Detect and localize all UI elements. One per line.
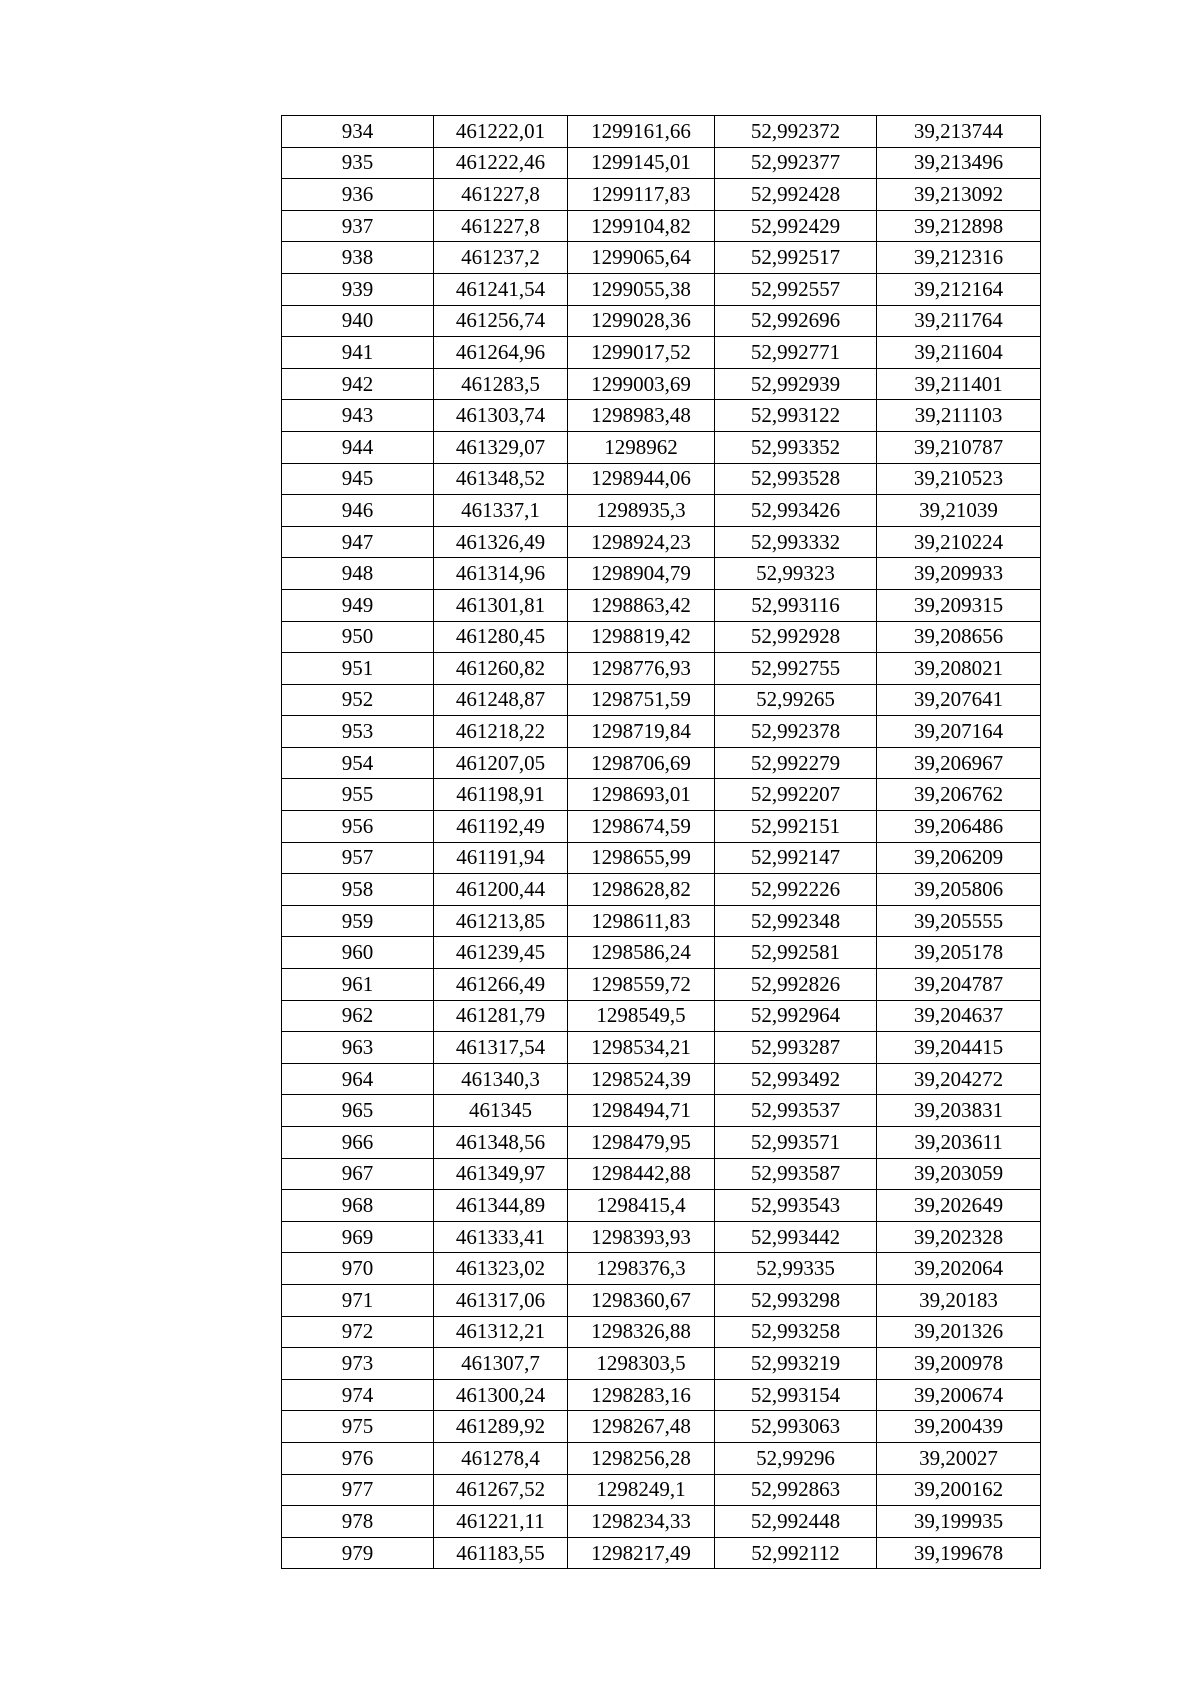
table-row	[282, 1284, 1041, 1316]
point-number-cell: 934	[282, 116, 434, 148]
table-row	[282, 1253, 1041, 1285]
table-row	[282, 811, 1041, 843]
table-row	[282, 368, 1041, 400]
point-number-cell: 973	[282, 1348, 434, 1380]
point-number-cell: 966	[282, 1127, 434, 1159]
table-row	[282, 716, 1041, 748]
point-number-cell: 955	[282, 779, 434, 811]
y-coordinate-cell: 1298924,23	[568, 526, 715, 558]
table-row	[282, 1537, 1041, 1569]
table-row	[282, 747, 1041, 779]
x-coordinate-cell: 461267,52	[434, 1474, 568, 1506]
latitude-cell: 52,992863	[715, 1474, 877, 1506]
y-coordinate-cell: 1298549,5	[568, 1000, 715, 1032]
point-number-cell: 977	[282, 1474, 434, 1506]
table-row	[282, 179, 1041, 211]
latitude-cell: 52,992151	[715, 811, 877, 843]
y-coordinate-cell: 1298674,59	[568, 811, 715, 843]
table-row	[282, 1158, 1041, 1190]
latitude-cell: 52,992964	[715, 1000, 877, 1032]
x-coordinate-cell: 461191,94	[434, 842, 568, 874]
longitude-cell: 39,210224	[877, 526, 1041, 558]
point-number-cell: 937	[282, 210, 434, 242]
table-row	[282, 1348, 1041, 1380]
x-coordinate-cell: 461248,87	[434, 684, 568, 716]
x-coordinate-cell: 461221,11	[434, 1506, 568, 1538]
longitude-cell: 39,202649	[877, 1190, 1041, 1222]
point-number-cell: 948	[282, 558, 434, 590]
point-number-cell: 947	[282, 526, 434, 558]
latitude-cell: 52,993116	[715, 589, 877, 621]
longitude-cell: 39,213092	[877, 179, 1041, 211]
point-number-cell: 976	[282, 1442, 434, 1474]
x-coordinate-cell: 461222,01	[434, 116, 568, 148]
x-coordinate-cell: 461289,92	[434, 1411, 568, 1443]
y-coordinate-cell: 1298706,69	[568, 747, 715, 779]
x-coordinate-cell: 461183,55	[434, 1537, 568, 1569]
point-number-cell: 963	[282, 1032, 434, 1064]
x-coordinate-cell: 461218,22	[434, 716, 568, 748]
point-number-cell: 946	[282, 495, 434, 527]
x-coordinate-cell: 461241,54	[434, 273, 568, 305]
table-row	[282, 937, 1041, 969]
table-row	[282, 842, 1041, 874]
y-coordinate-cell: 1298819,42	[568, 621, 715, 653]
longitude-cell: 39,204787	[877, 969, 1041, 1001]
longitude-cell: 39,208021	[877, 653, 1041, 685]
y-coordinate-cell: 1298283,16	[568, 1379, 715, 1411]
longitude-cell: 39,212164	[877, 273, 1041, 305]
x-coordinate-cell: 461337,1	[434, 495, 568, 527]
latitude-cell: 52,992939	[715, 368, 877, 400]
x-coordinate-cell: 461281,79	[434, 1000, 568, 1032]
latitude-cell: 52,993571	[715, 1127, 877, 1159]
point-number-cell: 936	[282, 179, 434, 211]
x-coordinate-cell: 461207,05	[434, 747, 568, 779]
longitude-cell: 39,206762	[877, 779, 1041, 811]
latitude-cell: 52,993543	[715, 1190, 877, 1222]
y-coordinate-cell: 1298534,21	[568, 1032, 715, 1064]
x-coordinate-cell: 461349,97	[434, 1158, 568, 1190]
point-number-cell: 935	[282, 147, 434, 179]
longitude-cell: 39,206486	[877, 811, 1041, 843]
point-number-cell: 954	[282, 747, 434, 779]
y-coordinate-cell: 1299145,01	[568, 147, 715, 179]
point-number-cell: 961	[282, 969, 434, 1001]
longitude-cell: 39,200674	[877, 1379, 1041, 1411]
table-row	[282, 1063, 1041, 1095]
latitude-cell: 52,992348	[715, 905, 877, 937]
table-row	[282, 653, 1041, 685]
x-coordinate-cell: 461307,7	[434, 1348, 568, 1380]
y-coordinate-cell: 1298376,3	[568, 1253, 715, 1285]
longitude-cell: 39,211764	[877, 305, 1041, 337]
point-number-cell: 951	[282, 653, 434, 685]
longitude-cell: 39,212316	[877, 242, 1041, 274]
x-coordinate-cell: 461200,44	[434, 874, 568, 906]
x-coordinate-cell: 461300,24	[434, 1379, 568, 1411]
longitude-cell: 39,209315	[877, 589, 1041, 621]
x-coordinate-cell: 461333,41	[434, 1221, 568, 1253]
latitude-cell: 52,992557	[715, 273, 877, 305]
y-coordinate-cell: 1298944,06	[568, 463, 715, 495]
x-coordinate-cell: 461239,45	[434, 937, 568, 969]
latitude-cell: 52,992928	[715, 621, 877, 653]
y-coordinate-cell: 1298983,48	[568, 400, 715, 432]
table-row	[282, 621, 1041, 653]
table-row	[282, 1316, 1041, 1348]
x-coordinate-cell: 461283,5	[434, 368, 568, 400]
longitude-cell: 39,213744	[877, 116, 1041, 148]
latitude-cell: 52,992517	[715, 242, 877, 274]
y-coordinate-cell: 1298249,1	[568, 1474, 715, 1506]
table-row	[282, 210, 1041, 242]
point-number-cell: 960	[282, 937, 434, 969]
longitude-cell: 39,202328	[877, 1221, 1041, 1253]
latitude-cell: 52,992448	[715, 1506, 877, 1538]
y-coordinate-cell: 1298863,42	[568, 589, 715, 621]
point-number-cell: 964	[282, 1063, 434, 1095]
latitude-cell: 52,99296	[715, 1442, 877, 1474]
y-coordinate-cell: 1298586,24	[568, 937, 715, 969]
point-number-cell: 957	[282, 842, 434, 874]
table-row	[282, 431, 1041, 463]
x-coordinate-cell: 461326,49	[434, 526, 568, 558]
table-row	[282, 463, 1041, 495]
latitude-cell: 52,99335	[715, 1253, 877, 1285]
point-number-cell: 942	[282, 368, 434, 400]
longitude-cell: 39,204272	[877, 1063, 1041, 1095]
point-number-cell: 972	[282, 1316, 434, 1348]
coordinates-table-body	[282, 116, 1041, 1569]
longitude-cell: 39,210523	[877, 463, 1041, 495]
y-coordinate-cell: 1298267,48	[568, 1411, 715, 1443]
longitude-cell: 39,206967	[877, 747, 1041, 779]
table-row	[282, 874, 1041, 906]
table-row	[282, 779, 1041, 811]
longitude-cell: 39,203059	[877, 1158, 1041, 1190]
y-coordinate-cell: 1299104,82	[568, 210, 715, 242]
latitude-cell: 52,993442	[715, 1221, 877, 1253]
x-coordinate-cell: 461278,4	[434, 1442, 568, 1474]
x-coordinate-cell: 461348,56	[434, 1127, 568, 1159]
table-row	[282, 1411, 1041, 1443]
longitude-cell: 39,200162	[877, 1474, 1041, 1506]
x-coordinate-cell: 461317,06	[434, 1284, 568, 1316]
y-coordinate-cell: 1298693,01	[568, 779, 715, 811]
x-coordinate-cell: 461192,49	[434, 811, 568, 843]
y-coordinate-cell: 1298611,83	[568, 905, 715, 937]
latitude-cell: 52,992378	[715, 716, 877, 748]
longitude-cell: 39,210787	[877, 431, 1041, 463]
point-number-cell: 950	[282, 621, 434, 653]
y-coordinate-cell: 1298479,95	[568, 1127, 715, 1159]
longitude-cell: 39,199678	[877, 1537, 1041, 1569]
latitude-cell: 52,99323	[715, 558, 877, 590]
table-row	[282, 558, 1041, 590]
y-coordinate-cell: 1298360,67	[568, 1284, 715, 1316]
latitude-cell: 52,992429	[715, 210, 877, 242]
point-number-cell: 943	[282, 400, 434, 432]
point-number-cell: 969	[282, 1221, 434, 1253]
latitude-cell: 52,993352	[715, 431, 877, 463]
point-number-cell: 940	[282, 305, 434, 337]
longitude-cell: 39,201326	[877, 1316, 1041, 1348]
y-coordinate-cell: 1298393,93	[568, 1221, 715, 1253]
point-number-cell: 978	[282, 1506, 434, 1538]
y-coordinate-cell: 1298935,3	[568, 495, 715, 527]
latitude-cell: 52,993587	[715, 1158, 877, 1190]
table-row	[282, 273, 1041, 305]
latitude-cell: 52,992377	[715, 147, 877, 179]
longitude-cell: 39,200978	[877, 1348, 1041, 1380]
x-coordinate-cell: 461317,54	[434, 1032, 568, 1064]
point-number-cell: 971	[282, 1284, 434, 1316]
y-coordinate-cell: 1298494,71	[568, 1095, 715, 1127]
table-row	[282, 1032, 1041, 1064]
latitude-cell: 52,993122	[715, 400, 877, 432]
latitude-cell: 52,992279	[715, 747, 877, 779]
point-number-cell: 939	[282, 273, 434, 305]
point-number-cell: 938	[282, 242, 434, 274]
latitude-cell: 52,993063	[715, 1411, 877, 1443]
table-row	[282, 1506, 1041, 1538]
table-row	[282, 684, 1041, 716]
point-number-cell: 958	[282, 874, 434, 906]
longitude-cell: 39,204637	[877, 1000, 1041, 1032]
longitude-cell: 39,202064	[877, 1253, 1041, 1285]
y-coordinate-cell: 1298904,79	[568, 558, 715, 590]
table-row	[282, 1474, 1041, 1506]
point-number-cell: 945	[282, 463, 434, 495]
table-row	[282, 589, 1041, 621]
x-coordinate-cell: 461198,91	[434, 779, 568, 811]
longitude-cell: 39,204415	[877, 1032, 1041, 1064]
point-number-cell: 941	[282, 337, 434, 369]
longitude-cell: 39,211401	[877, 368, 1041, 400]
y-coordinate-cell: 1298326,88	[568, 1316, 715, 1348]
y-coordinate-cell: 1298524,39	[568, 1063, 715, 1095]
longitude-cell: 39,207641	[877, 684, 1041, 716]
point-number-cell: 952	[282, 684, 434, 716]
longitude-cell: 39,205806	[877, 874, 1041, 906]
y-coordinate-cell: 1298234,33	[568, 1506, 715, 1538]
table-row	[282, 1442, 1041, 1474]
latitude-cell: 52,993287	[715, 1032, 877, 1064]
y-coordinate-cell: 1299003,69	[568, 368, 715, 400]
latitude-cell: 52,993154	[715, 1379, 877, 1411]
point-number-cell: 968	[282, 1190, 434, 1222]
y-coordinate-cell: 1298256,28	[568, 1442, 715, 1474]
point-number-cell: 979	[282, 1537, 434, 1569]
point-number-cell: 967	[282, 1158, 434, 1190]
y-coordinate-cell: 1298415,4	[568, 1190, 715, 1222]
table-row	[282, 1127, 1041, 1159]
x-coordinate-cell: 461301,81	[434, 589, 568, 621]
latitude-cell: 52,993528	[715, 463, 877, 495]
x-coordinate-cell: 461345	[434, 1095, 568, 1127]
y-coordinate-cell: 1299055,38	[568, 273, 715, 305]
point-number-cell: 962	[282, 1000, 434, 1032]
point-number-cell: 953	[282, 716, 434, 748]
y-coordinate-cell: 1299117,83	[568, 179, 715, 211]
table-row	[282, 1379, 1041, 1411]
longitude-cell: 39,208656	[877, 621, 1041, 653]
longitude-cell: 39,212898	[877, 210, 1041, 242]
table-row	[282, 116, 1041, 148]
latitude-cell: 52,992428	[715, 179, 877, 211]
longitude-cell: 39,20027	[877, 1442, 1041, 1474]
table-row	[282, 242, 1041, 274]
y-coordinate-cell: 1298628,82	[568, 874, 715, 906]
y-coordinate-cell: 1298442,88	[568, 1158, 715, 1190]
y-coordinate-cell: 1298962	[568, 431, 715, 463]
table-row	[282, 337, 1041, 369]
latitude-cell: 52,993298	[715, 1284, 877, 1316]
longitude-cell: 39,203611	[877, 1127, 1041, 1159]
table-row	[282, 147, 1041, 179]
x-coordinate-cell: 461348,52	[434, 463, 568, 495]
table-row	[282, 495, 1041, 527]
table-row	[282, 1000, 1041, 1032]
x-coordinate-cell: 461344,89	[434, 1190, 568, 1222]
latitude-cell: 52,992696	[715, 305, 877, 337]
x-coordinate-cell: 461256,74	[434, 305, 568, 337]
x-coordinate-cell: 461227,8	[434, 179, 568, 211]
point-number-cell: 959	[282, 905, 434, 937]
longitude-cell: 39,20183	[877, 1284, 1041, 1316]
y-coordinate-cell: 1298217,49	[568, 1537, 715, 1569]
table-row	[282, 526, 1041, 558]
y-coordinate-cell: 1298559,72	[568, 969, 715, 1001]
y-coordinate-cell: 1298303,5	[568, 1348, 715, 1380]
longitude-cell: 39,211604	[877, 337, 1041, 369]
x-coordinate-cell: 461329,07	[434, 431, 568, 463]
longitude-cell: 39,21039	[877, 495, 1041, 527]
latitude-cell: 52,992207	[715, 779, 877, 811]
latitude-cell: 52,992771	[715, 337, 877, 369]
latitude-cell: 52,993537	[715, 1095, 877, 1127]
y-coordinate-cell: 1298751,59	[568, 684, 715, 716]
latitude-cell: 52,992826	[715, 969, 877, 1001]
longitude-cell: 39,206209	[877, 842, 1041, 874]
y-coordinate-cell: 1298655,99	[568, 842, 715, 874]
x-coordinate-cell: 461303,74	[434, 400, 568, 432]
latitude-cell: 52,992581	[715, 937, 877, 969]
table-row	[282, 1221, 1041, 1253]
x-coordinate-cell: 461280,45	[434, 621, 568, 653]
latitude-cell: 52,992755	[715, 653, 877, 685]
latitude-cell: 52,993332	[715, 526, 877, 558]
point-number-cell: 944	[282, 431, 434, 463]
x-coordinate-cell: 461264,96	[434, 337, 568, 369]
table-row	[282, 305, 1041, 337]
point-number-cell: 965	[282, 1095, 434, 1127]
latitude-cell: 52,99265	[715, 684, 877, 716]
longitude-cell: 39,213496	[877, 147, 1041, 179]
point-number-cell: 970	[282, 1253, 434, 1285]
point-number-cell: 949	[282, 589, 434, 621]
y-coordinate-cell: 1299028,36	[568, 305, 715, 337]
coordinates-table	[281, 115, 1041, 1569]
latitude-cell: 52,993492	[715, 1063, 877, 1095]
longitude-cell: 39,200439	[877, 1411, 1041, 1443]
y-coordinate-cell: 1299161,66	[568, 116, 715, 148]
x-coordinate-cell: 461227,8	[434, 210, 568, 242]
y-coordinate-cell: 1298719,84	[568, 716, 715, 748]
table-row	[282, 905, 1041, 937]
longitude-cell: 39,205555	[877, 905, 1041, 937]
point-number-cell: 975	[282, 1411, 434, 1443]
x-coordinate-cell: 461222,46	[434, 147, 568, 179]
y-coordinate-cell: 1299065,64	[568, 242, 715, 274]
latitude-cell: 52,993426	[715, 495, 877, 527]
latitude-cell: 52,992372	[715, 116, 877, 148]
x-coordinate-cell: 461213,85	[434, 905, 568, 937]
longitude-cell: 39,205178	[877, 937, 1041, 969]
longitude-cell: 39,207164	[877, 716, 1041, 748]
latitude-cell: 52,992226	[715, 874, 877, 906]
longitude-cell: 39,203831	[877, 1095, 1041, 1127]
table-row	[282, 1095, 1041, 1127]
x-coordinate-cell: 461312,21	[434, 1316, 568, 1348]
x-coordinate-cell: 461314,96	[434, 558, 568, 590]
longitude-cell: 39,199935	[877, 1506, 1041, 1538]
latitude-cell: 52,992112	[715, 1537, 877, 1569]
point-number-cell: 974	[282, 1379, 434, 1411]
longitude-cell: 39,211103	[877, 400, 1041, 432]
x-coordinate-cell: 461340,3	[434, 1063, 568, 1095]
table-row	[282, 1190, 1041, 1222]
latitude-cell: 52,993219	[715, 1348, 877, 1380]
x-coordinate-cell: 461323,02	[434, 1253, 568, 1285]
x-coordinate-cell: 461237,2	[434, 242, 568, 274]
table-row	[282, 400, 1041, 432]
y-coordinate-cell: 1298776,93	[568, 653, 715, 685]
point-number-cell: 956	[282, 811, 434, 843]
latitude-cell: 52,992147	[715, 842, 877, 874]
x-coordinate-cell: 461260,82	[434, 653, 568, 685]
table-row	[282, 969, 1041, 1001]
x-coordinate-cell: 461266,49	[434, 969, 568, 1001]
y-coordinate-cell: 1299017,52	[568, 337, 715, 369]
longitude-cell: 39,209933	[877, 558, 1041, 590]
latitude-cell: 52,993258	[715, 1316, 877, 1348]
